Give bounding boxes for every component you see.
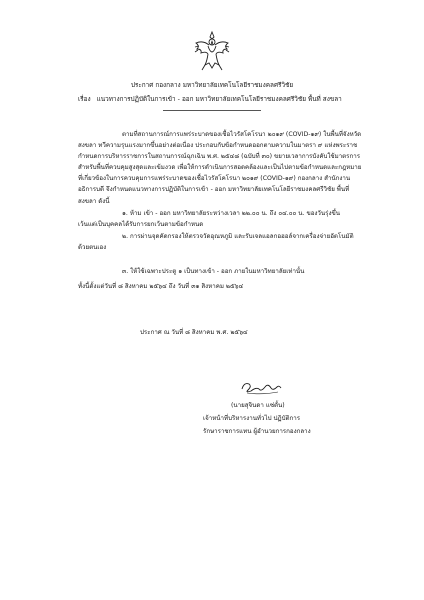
intro-line: สำหรับพื้นที่ควบคุมสูงสุดและเข้มงวด เพื่อให้การดำเนินการสอดคล้องและเป็นไปตามข้อกำหนดและกฎหมาย (78, 164, 362, 172)
signer-name: (นายสุจินดา แซ่ตั้น) (231, 402, 285, 409)
handwritten-signature-icon (238, 378, 284, 396)
item-1-line: เว้นแต่เป็นบุคคลได้รับการยกเว้นตามข้อกำหนด (78, 221, 204, 229)
header-divider (163, 110, 261, 111)
intro-line: ตามที่สถานการณ์การแพร่ระบาดของเชื้อไวรัสโคโรนา ๒๐๑๙ (COVID-๑๙) ในพื้นที่จังหวัด (122, 131, 362, 138)
garuda-emblem-icon (193, 30, 231, 72)
item-3-line: ๓. ให้ใช้เฉพาะประตู ๑ เป็นทางเข้า - ออก ภายในมหาวิทยาลัยเท่านั้น (122, 268, 305, 275)
effective-period (78, 281, 350, 292)
intro-line: อธิการบดี จึงกำหนดแนวทางการปฏิบัติในการเข้า - ออก มหาวิทยาลัยเทคโนโลยีราชมงคลศรีวิชัย พื้นที่ (78, 186, 350, 194)
signer-acting-role: รักษาราชการแทน ผู้อำนวยการกองกลาง (203, 428, 311, 435)
intro-line: สงขลา ดังนี้ (78, 197, 110, 205)
signer-position: เจ้าหน้าที่บริหารงานทั่วไป ปฏิบัติการ (203, 415, 301, 422)
subject-line (78, 94, 342, 104)
item-2 (78, 231, 354, 253)
announcement-date: ประกาศ ณ วันที่ ๘ สิงหาคม พ.ศ. ๒๕๖๔ (140, 329, 248, 336)
intro-line: ที่เกี่ยวข้องในการควบคุมการแพร่ระบาดของเชื้อไวรัสโคโรนา ๒๐๑๙ (COVID-๑๙) กองกลาง สำนักงาน (78, 175, 351, 183)
item-2-line: ๒. การผ่านจุดคัดกรองให้ตรวจวัดอุณหภูมิ และรับเจลแอลกอฮอล์จากเครื่องจ่ายอัตโนมัติ (122, 233, 354, 240)
announcement-title: ประกาศ กองกลาง มหาวิทยาลัยเทคโนโลยีราชมงคลศรีวิชัย (130, 81, 294, 89)
item-2-line: ด้วยตนเอง (78, 244, 107, 252)
subject-text: แนวทางการปฏิบัติในการเข้า - ออก มหาวิทยาลัยเทคโนโลยีราชมงคลศรีวิชัย พื้นที่ สงขลา (96, 95, 342, 103)
intro-paragraph (78, 129, 362, 207)
item-1 (78, 208, 350, 230)
effective-line: ทั้งนี้ตั้งแต่วันที่ ๘ สิงหาคม ๒๕๖๔ ถึง วันที่ ๓๑ สิงหาคม ๒๕๖๔ (78, 283, 244, 290)
subject-label: เรื่อง (78, 95, 91, 103)
intro-line: สงขลา ทวีความรุนแรงมากขึ้นอย่างต่อเนื่อง ประกอบกับข้อกำหนดออกตามความในมาตรา ๙ แห่งพระราช (78, 142, 358, 150)
item-1-line: ๑. ห้าม เข้า - ออก มหาวิทยาลัยระหว่างเวลา ๒๒.๐๐ น. ถึง ๐๔.๐๐ น. ของวันรุ่งขึ้น (122, 210, 340, 217)
item-3 (78, 266, 350, 277)
intro-line: กำหนดการบริหารราชการในสถานการณ์ฉุกเฉิน พ.ศ. ๒๕๔๘ (ฉบับที่ ๓๐) ขยายเวลาการบังคับใช้มาตรการ (78, 153, 361, 161)
